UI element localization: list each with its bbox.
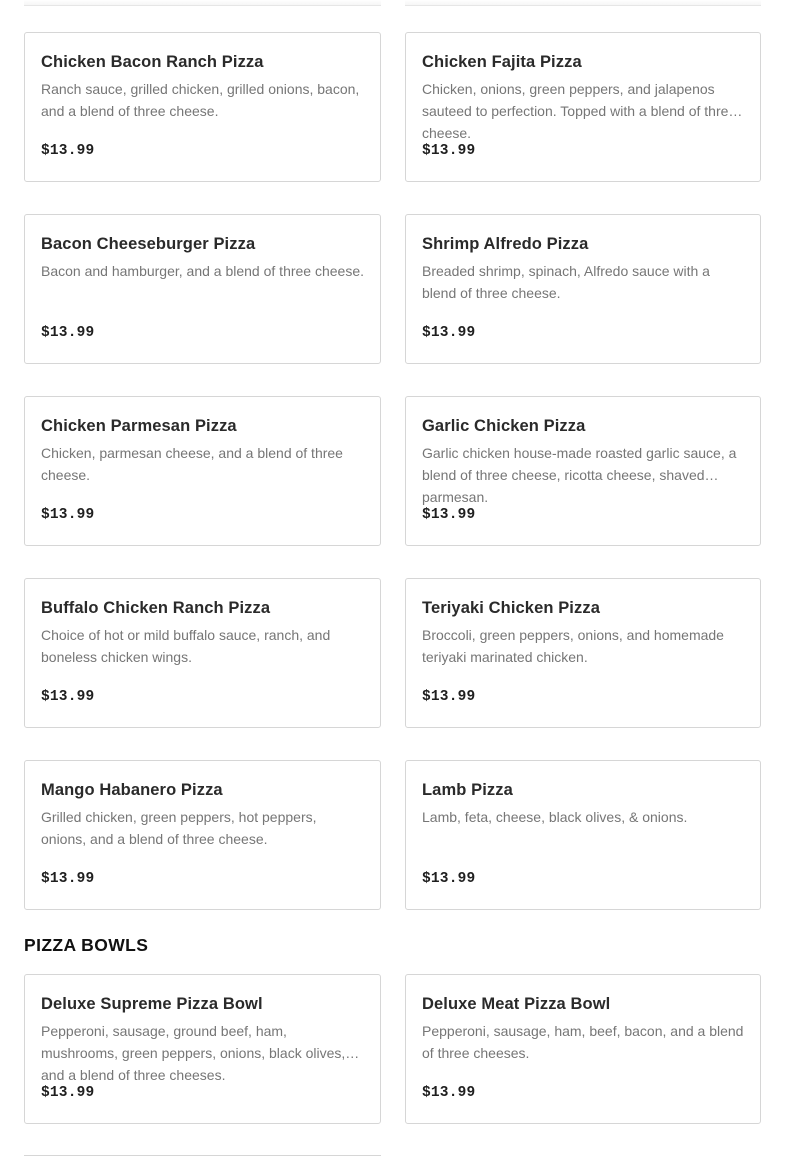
menu-item-card[interactable] xyxy=(24,760,381,910)
section-heading: PIZZA BOWLS xyxy=(24,935,149,955)
menu-item-card[interactable] xyxy=(405,760,761,910)
menu-item-card[interactable] xyxy=(24,974,381,1124)
menu-item-price: $13.99 xyxy=(41,143,95,159)
menu-item-price: $13.99 xyxy=(41,689,95,705)
menu-item-price: $13.99 xyxy=(41,871,95,887)
menu-item-name: Mango Habanero Pizza xyxy=(41,781,223,799)
menu-item-price: $13.99 xyxy=(41,325,95,341)
menu-item-card[interactable] xyxy=(24,214,381,364)
menu-item-description: Breaded shrimp, spinach, Alfredo sauce with a blend of three cheese. xyxy=(422,263,710,301)
menu-item-description: Bacon and hamburger, and a blend of three cheese. xyxy=(41,263,365,279)
menu-item-description: Garlic chicken house-made roasted garlic sauce, a blend of three cheese, ricotta cheese, shaved parmesan. xyxy=(422,445,737,505)
menu-item-card[interactable] xyxy=(24,32,381,182)
menu-item-card[interactable] xyxy=(405,974,761,1124)
menu-item-name: Lamb Pizza xyxy=(422,781,513,799)
menu-item-description: Pepperoni, sausage, ground beef, ham, mushrooms, green peppers, onions, black olives, and a blend of three cheeses. xyxy=(41,1023,346,1083)
menu-item-card[interactable] xyxy=(405,396,761,546)
menu-item-card[interactable] xyxy=(405,578,761,728)
menu-item-name: Teriyaki Chicken Pizza xyxy=(422,599,600,617)
menu-card-partial[interactable] xyxy=(24,0,381,6)
menu-item-name: Bacon Cheeseburger Pizza xyxy=(41,235,256,253)
menu-card-partial[interactable] xyxy=(24,1155,381,1159)
menu-item-description: Pepperoni, sausage, ham, beef, bacon, and a blend of three cheeses. xyxy=(422,1023,744,1061)
menu-item-price: $13.99 xyxy=(422,871,476,887)
menu-item-price: $13.99 xyxy=(422,507,476,523)
menu-item-card[interactable] xyxy=(405,214,761,364)
menu-item-description: Choice of hot or mild buffalo sauce, ranch, and boneless chicken wings. xyxy=(41,627,331,665)
menu-item-name: Chicken Bacon Ranch Pizza xyxy=(41,53,264,71)
menu-item-description: Chicken, parmesan cheese, and a blend of three cheese. xyxy=(41,445,343,483)
menu-item-name: Deluxe Supreme Pizza Bowl xyxy=(41,995,263,1013)
menu-item-description: Broccoli, green peppers, onions, and homemade teriyaki marinated chicken. xyxy=(422,627,724,665)
menu-item-price: $13.99 xyxy=(41,507,95,523)
menu-item-price: $13.99 xyxy=(41,1085,95,1101)
menu-item-name: Chicken Fajita Pizza xyxy=(422,53,582,71)
menu-item-price: $13.99 xyxy=(422,325,476,341)
menu-item-name: Garlic Chicken Pizza xyxy=(422,417,586,435)
menu-item-name: Buffalo Chicken Ranch Pizza xyxy=(41,599,271,617)
menu-item-description: Ranch sauce, grilled chicken, grilled onions, bacon, and a blend of three cheese. xyxy=(41,81,360,119)
menu-item-card[interactable] xyxy=(405,32,761,182)
menu-item-card[interactable] xyxy=(24,396,381,546)
menu-item-card[interactable] xyxy=(24,578,381,728)
menu-item-description: Lamb, feta, cheese, black olives, & onions. xyxy=(422,809,688,825)
menu-item-description: Chicken, onions, green peppers, and jalapenos sauteed to perfection. Topped with a blend of three cheese. xyxy=(422,81,737,141)
menu-item-name: Shrimp Alfredo Pizza xyxy=(422,235,589,253)
menu-item-price: $13.99 xyxy=(422,1085,476,1101)
menu-item-description: Grilled chicken, green peppers, hot peppers, onions, and a blend of three cheese. xyxy=(41,809,317,847)
menu-item-name: Chicken Parmesan Pizza xyxy=(41,417,237,435)
menu-card-partial[interactable] xyxy=(405,0,761,6)
menu-item-price: $13.99 xyxy=(422,689,476,705)
menu-item-price: $13.99 xyxy=(422,143,476,159)
menu-item-name: Deluxe Meat Pizza Bowl xyxy=(422,995,611,1013)
